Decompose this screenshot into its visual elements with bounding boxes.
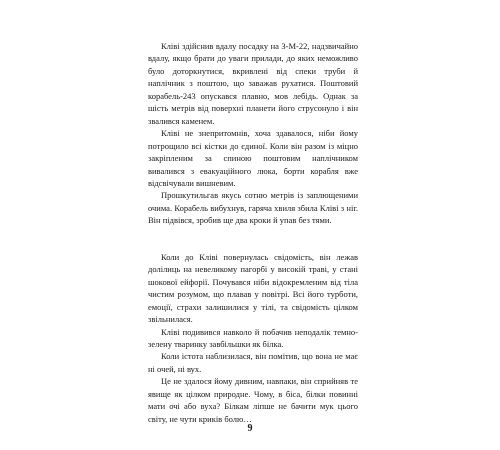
paragraph: Кліві здійснив вдалу посадку на З-М-22, надзвичайно вдалу, якщо брати до уваги прилади, до яких неможливо було доторкнутися, вкривлені від спеки труби й наплічник з поштою, що заважав рухатися. Поштовий корабель-243 опускався плавно, мов лебідь. Однак за шість метрів від поверхні планети його струсонуло і він звалився каменем.: [148, 41, 358, 126]
paragraph: Прошкутильгав якусь сотню метрів із заплющеними очима. Корабель вибухнув, гаряча хвиля збила Кліві з ніг. Він підвівся, зробив ще два кроки й упав без тями.: [148, 190, 358, 226]
paragraph: Це не здалося йому дивним, навпаки, він сприйняв те явище як цілком природне. Чому, в біса, білки повинні мати очі або вуха? Білкам ліпше не бачити мук цього світу, не чути криків болю…: [148, 376, 358, 424]
body-text: [148, 40, 358, 425]
section-break: [148, 227, 358, 251]
page-number: 9: [247, 423, 253, 434]
paragraph: Коли до Кліві повернулась свідомість, він лежав долілиць на невеликому пагорбі у високій траві, у стані шокової ейфорії. Почувався ніби відокремленим від тіла чистим розумом, що плавав у повітрі. Всі його турботи, емоції, страхи залишилися у тілі, та свідомість цілком звільнилася.: [148, 251, 358, 325]
paragraph: Кліві не знепритомнів, хоча здавалося, ніби йому потрощило всі кістки до єдиної. Коли він разом із міцно закріпленим за спиною поштовим наплічником вивалився з евакуаційного люка, борти корабля вже відсвічували вишневим.: [148, 128, 358, 188]
paragraph: Кліві подивився навколо й побачив неподалік темно-зелену тваринку завбільшки як білка.: [148, 326, 358, 349]
paragraph: Коли істота наблизилася, він помітив, що вона не має ні очей, ні вух.: [148, 351, 358, 374]
